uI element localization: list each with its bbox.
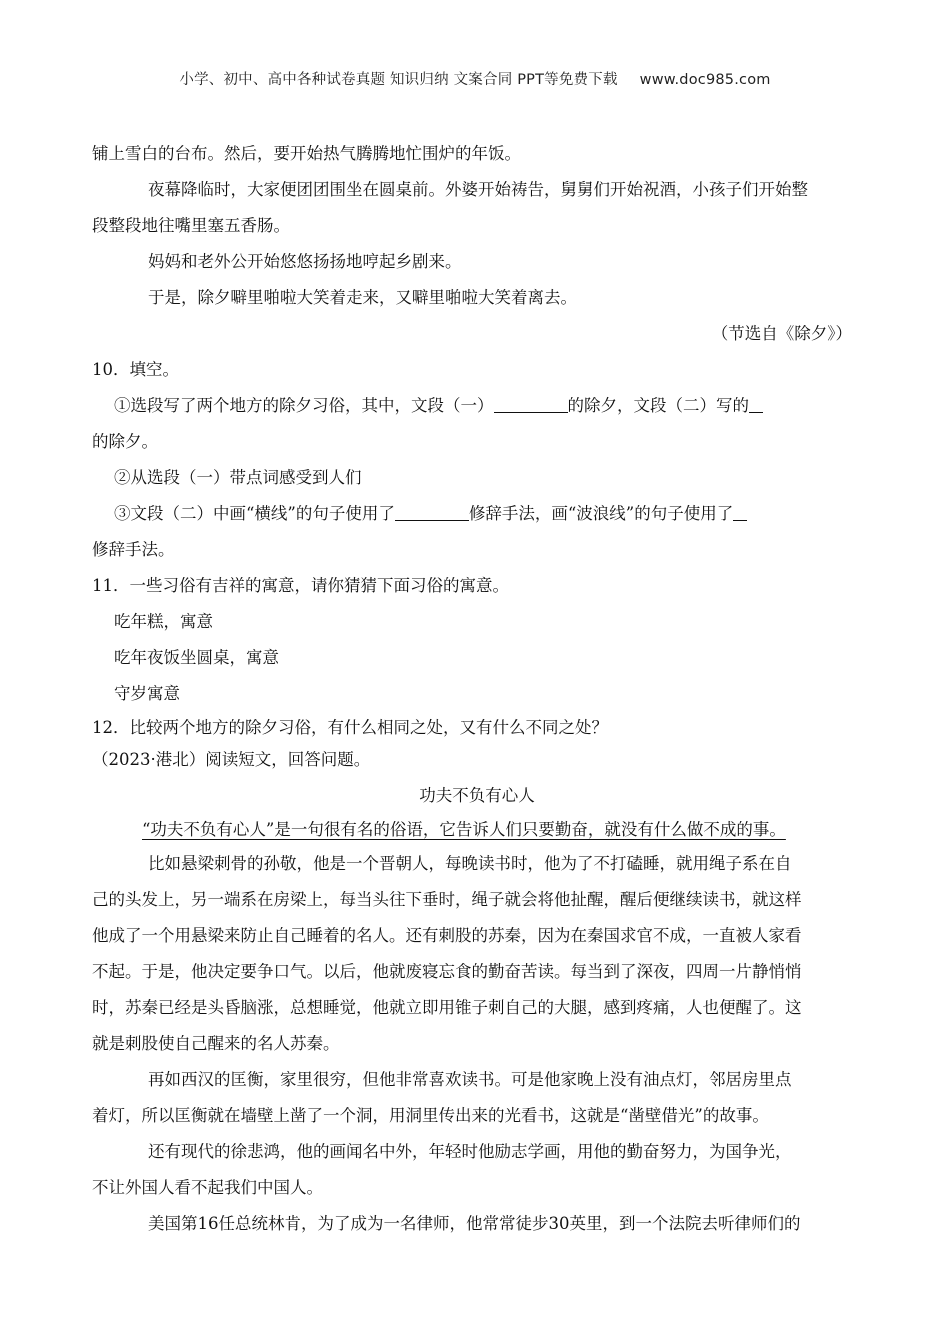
section-intro: （2023·港北）阅读短文，回答问题。 bbox=[92, 750, 371, 769]
header-text: 小学、初中、高中各种试卷真题 知识归纳 文案合同 PPT等免费下载 bbox=[179, 72, 618, 88]
question-12-title: 12．比较两个地方的除夕习俗，有什么相同之处，又有什么不同之处？ bbox=[92, 718, 608, 737]
passage-source: （节选自《除夕》） bbox=[711, 324, 852, 343]
question-10-item-1 bbox=[114, 394, 763, 418]
article-line: 己的头发上，另一端系在房梁上，每当头往下垂时，绳子就会将他扯醒，醒后便继续读书，就这样 bbox=[92, 890, 802, 909]
answer-blank[interactable] bbox=[733, 504, 747, 521]
article-line: 着灯，所以匡衡就在墙壁上凿了一个洞，用洞里传出来的光看书，这就是“凿壁借光”的故事。 bbox=[92, 1106, 769, 1125]
header-url[interactable]: www.doc985.com bbox=[639, 72, 771, 88]
question-10-title: 10．填空。 bbox=[92, 360, 179, 379]
article-thesis: “功夫不负有心人”是一句很有名的俗语，它告诉人们只要勤奋，就没有什么做不成的事。 bbox=[142, 820, 786, 839]
article-line: 再如西汉的匡衡，家里很穷，但他非常喜欢读书。可是他家晚上没有油点灯，邻居房里点 bbox=[148, 1070, 792, 1089]
question-11-item: 吃年糕，寓意 bbox=[114, 612, 213, 631]
question-11-title: 11．一些习俗有吉祥的寓意，请你猜猜下面习俗的寓意。 bbox=[92, 576, 509, 595]
q10-text: 的除夕，文段（二）写的 bbox=[567, 396, 749, 415]
question-11-item: 守岁寓意 bbox=[114, 684, 180, 703]
passage-line: 于是，除夕噼里啪啦大笑着走来，又噼里啪啦大笑着离去。 bbox=[148, 288, 577, 307]
q10-text: ①选段写了两个地方的除夕习俗，其中，文段（一） bbox=[114, 396, 494, 415]
article-line: 不让外国人看不起我们中国人。 bbox=[92, 1178, 323, 1197]
passage-line: 夜幕降临时，大家便团团围坐在圆桌前。外婆开始祷告，舅舅们开始祝酒，小孩子们开始整 bbox=[148, 180, 808, 199]
article-line: 还有现代的徐悲鸿，他的画闻名中外，年轻时他励志学画，用他的勤奋努力，为国争光， bbox=[148, 1142, 792, 1161]
question-11-item: 吃年夜饭坐圆桌，寓意 bbox=[114, 648, 279, 667]
article-line: 就是刺股使自己醒来的名人苏秦。 bbox=[92, 1034, 340, 1053]
answer-blank[interactable] bbox=[749, 396, 763, 413]
q10-text: 修辞手法，画“波浪线”的句子使用了 bbox=[468, 504, 734, 523]
article-line: 美国第16任总统林肯，为了成为一名律师，他常常徒步30英里，到一个法院去听律师们的 bbox=[148, 1214, 801, 1233]
article-title: 功夫不负有心人 bbox=[419, 786, 535, 805]
page-header bbox=[0, 68, 950, 89]
passage-line: 妈妈和老外公开始悠悠扬扬地哼起乡剧来。 bbox=[148, 252, 462, 271]
question-10-item-3 bbox=[114, 502, 747, 526]
article-line: 不起。于是，他决定要争口气。以后，他就废寝忘食的勤奋苦读。每当到了深夜，四周一片静悄悄 bbox=[92, 962, 802, 981]
question-10-item-1-cont: 的除夕。 bbox=[92, 432, 158, 451]
answer-blank[interactable] bbox=[494, 396, 568, 413]
answer-blank[interactable] bbox=[395, 504, 469, 521]
q10-text: ③文段（二）中画“横线”的句子使用了 bbox=[114, 504, 395, 523]
article-line: 他成了一个用悬梁来防止自己睡着的名人。还有刺股的苏秦，因为在秦国求官不成，一直被人家看 bbox=[92, 926, 802, 945]
question-10-item-2: ②从选段（一）带点词感受到人们 bbox=[114, 468, 362, 487]
passage-line: 铺上雪白的台布。然后，要开始热气腾腾地忙围炉的年饭。 bbox=[92, 144, 521, 163]
article-line: 比如悬梁刺骨的孙敬，他是一个晋朝人，每晚读书时，他为了不打磕睡，就用绳子系在自 bbox=[148, 854, 792, 873]
passage-line: 段整段地往嘴里塞五香肠。 bbox=[92, 216, 290, 235]
article-line: 时，苏秦已经是头昏脑涨，总想睡觉，他就立即用锥子刺自己的大腿，感到疼痛，人也便醒了。这 bbox=[92, 998, 802, 1017]
question-10-item-3-cont: 修辞手法。 bbox=[92, 540, 175, 559]
